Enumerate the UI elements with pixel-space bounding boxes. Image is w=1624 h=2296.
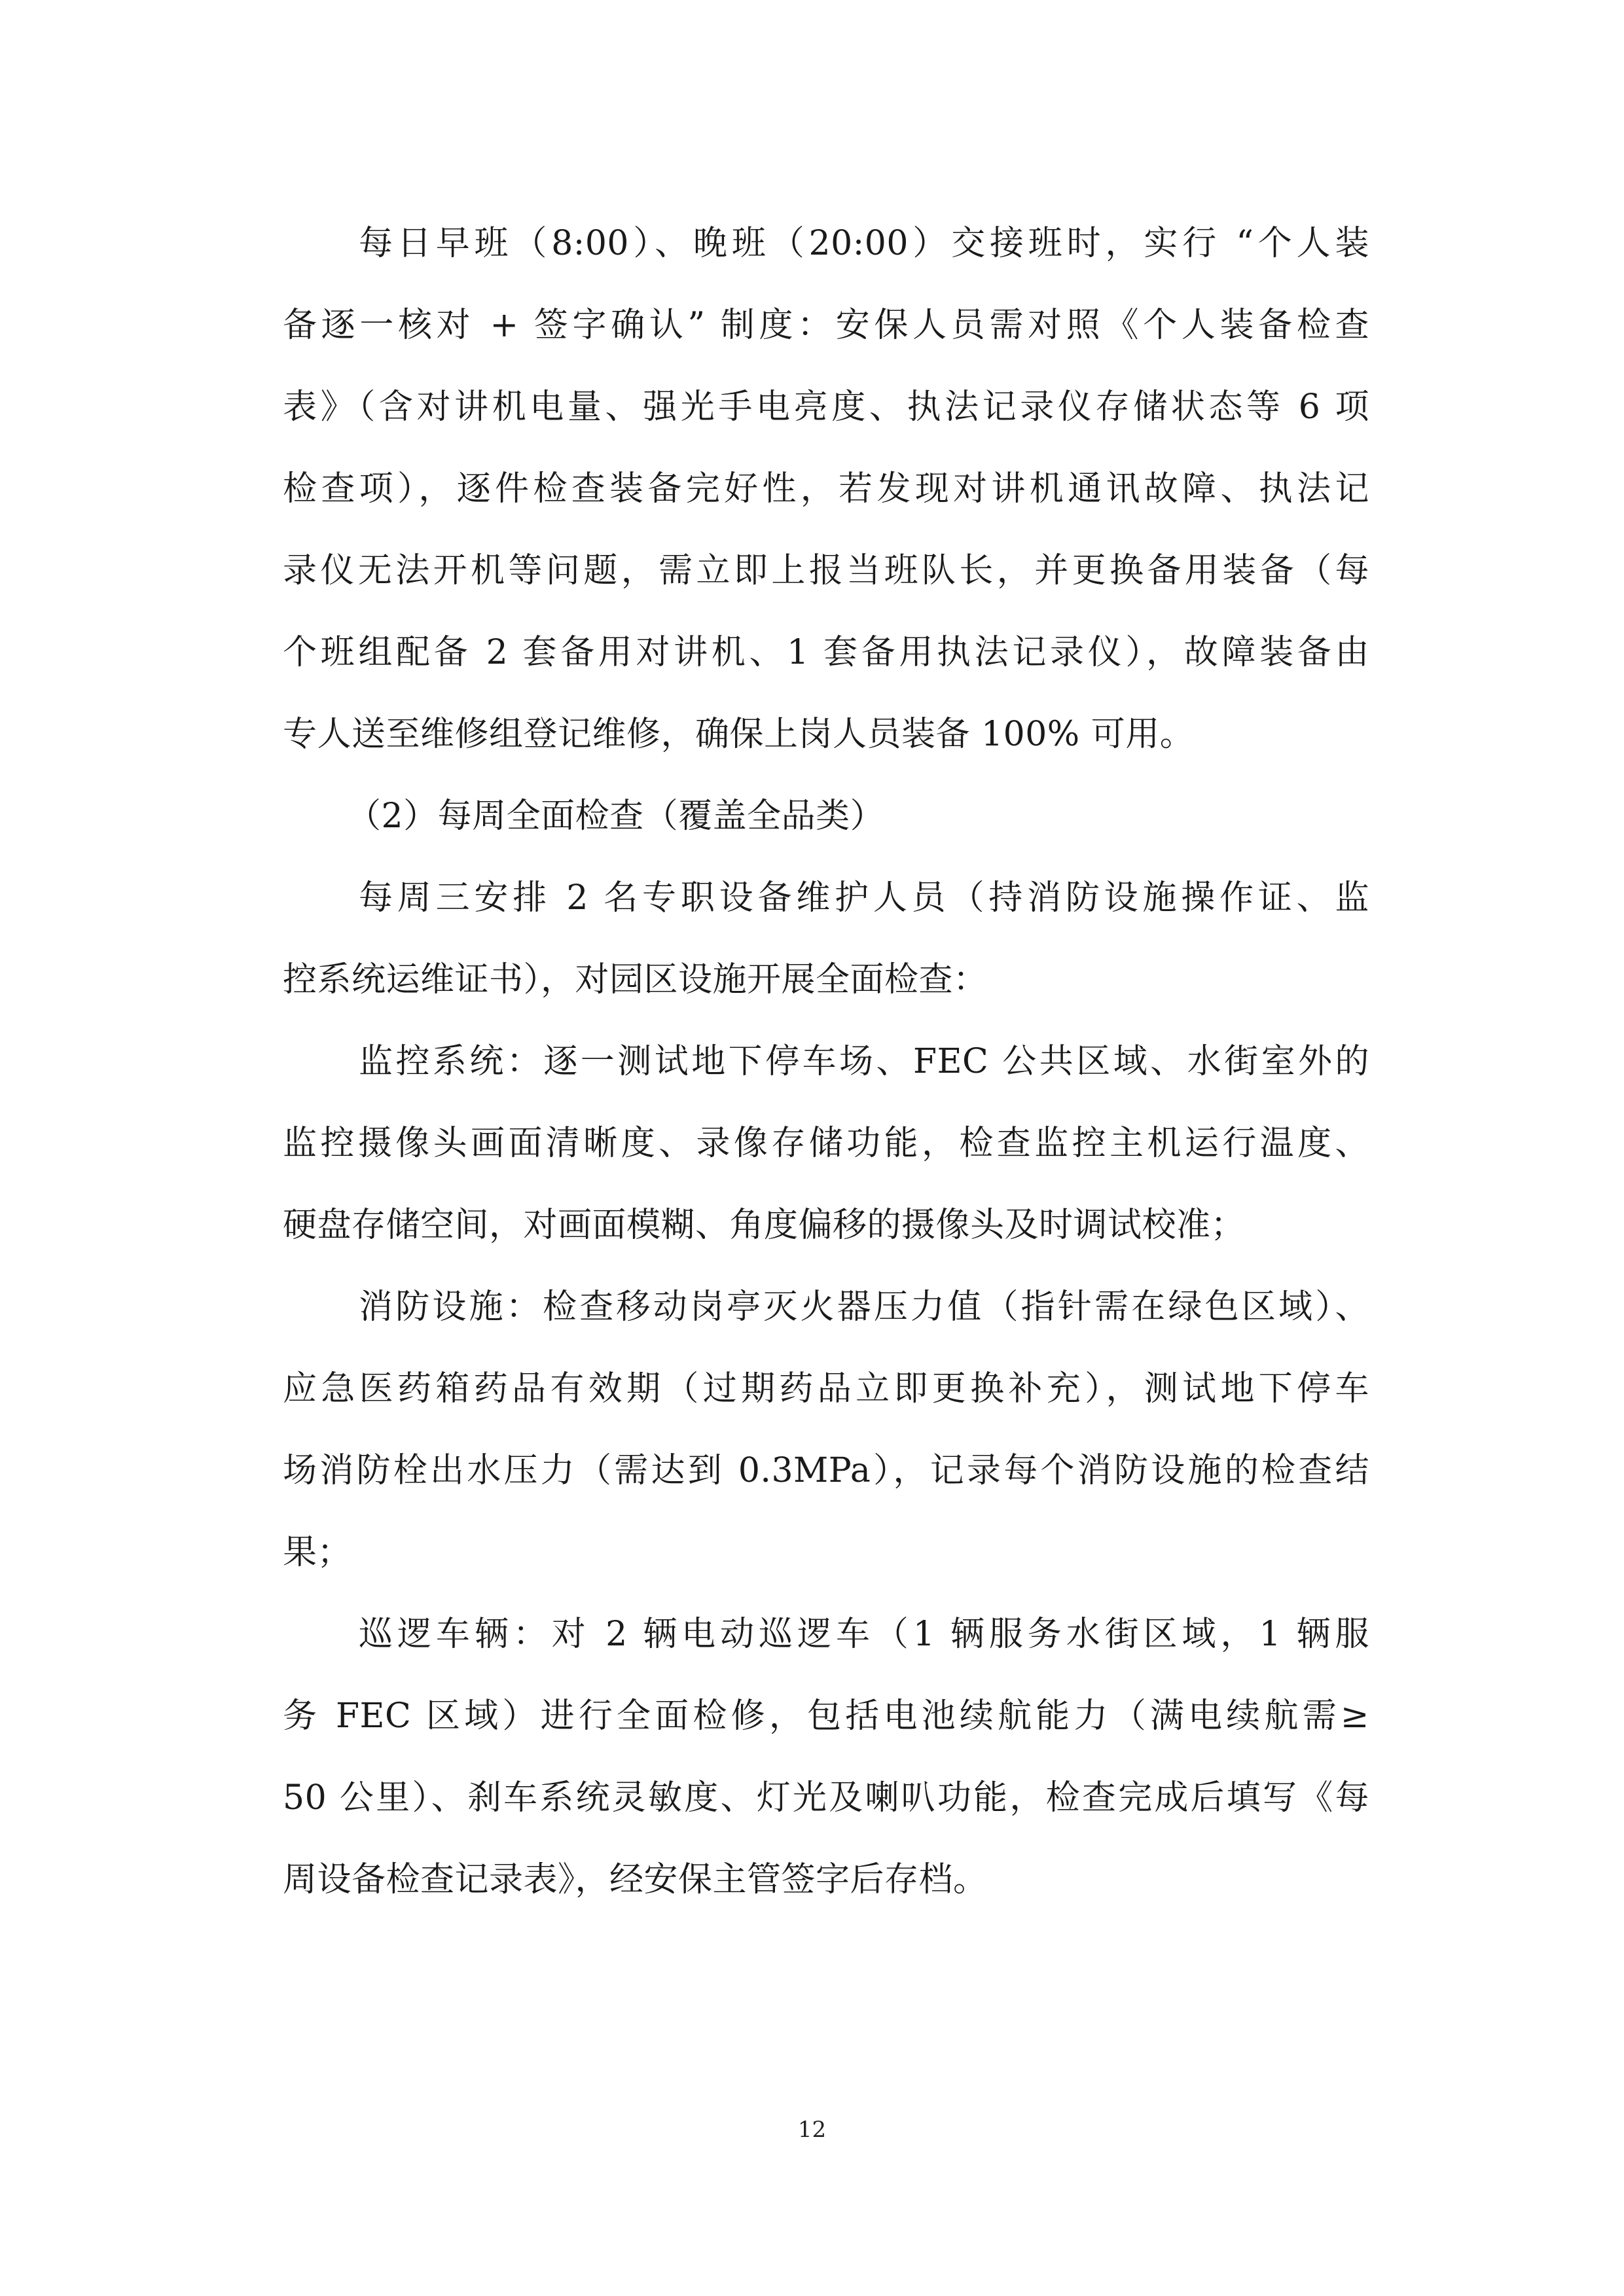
paragraph-line: 检查项），逐件检查装备完好性，若发现对讲机通讯故障、执法记 xyxy=(283,469,1369,509)
paragraph-line: 应急医药箱药品有效期（过期药品立即更换补充），测试地下停车 xyxy=(283,1369,1369,1408)
paragraph-line: 录仪无法开机等问题，需立即上报当班队长，并更换备用装备（每 xyxy=(283,551,1369,590)
paragraph-line: 专人送至维修组登记维修，确保上岗人员装备 100% 可用。 xyxy=(283,715,1195,754)
paragraph-line: 监控系统：逐一测试地下停车场、FEC 公共区域、水街室外的 xyxy=(359,1042,1369,1081)
paragraph-line: 表》（含对讲机电量、强光手电亮度、执法记录仪存储状态等 6 项 xyxy=(283,387,1369,427)
paragraph-line: 备逐一核对 + 签字确认” 制度：安保人员需对照《个人装备检查 xyxy=(283,306,1369,345)
paragraph-line: 巡逻车辆：对 2 辆电动巡逻车（1 辆服务水街区域，1 辆服 xyxy=(359,1615,1369,1654)
section-heading: （2）每周全面检查（覆盖全品类） xyxy=(347,797,885,836)
paragraph-line: 务 FEC 区域）进行全面检修，包括电池续航能力（满电续航需≥ xyxy=(283,1696,1369,1736)
paragraph-line: 控系统运维证书），对园区设施开展全面检查： xyxy=(283,960,988,999)
paragraph-line: 个班组配备 2 套备用对讲机、1 套备用执法记录仪），故障装备由 xyxy=(283,633,1369,672)
paragraph-line: 监控摄像头画面清晰度、录像存储功能，检查监控主机运行温度、 xyxy=(283,1124,1369,1163)
paragraph-line: 每周三安排 2 名专职设备维护人员（持消防设施操作证、监 xyxy=(359,878,1369,918)
paragraph-line: 消防设施：检查移动岗亭灭火器压力值（指针需在绿色区域）、 xyxy=(359,1287,1369,1327)
page-number: 12 xyxy=(797,2117,827,2143)
paragraph-line: 周设备检查记录表》，经安保主管签字后存档。 xyxy=(283,1860,988,1899)
paragraph-line: 硬盘存储空间，对画面模糊、角度偏移的摄像头及时调试校准； xyxy=(283,1206,1246,1245)
paragraph-line: 50 公里）、刹车系统灵敏度、灯光及喇叭功能，检查完成后填写《每 xyxy=(283,1778,1369,1818)
paragraph-line: 果； xyxy=(283,1533,352,1572)
paragraph-line: 每日早班（8:00）、晚班（20:00）交接班时，实行 “个人装 xyxy=(359,224,1369,263)
paragraph-line: 场消防栓出水压力（需达到 0.3MPa），记录每个消防设施的检查结 xyxy=(283,1451,1369,1490)
